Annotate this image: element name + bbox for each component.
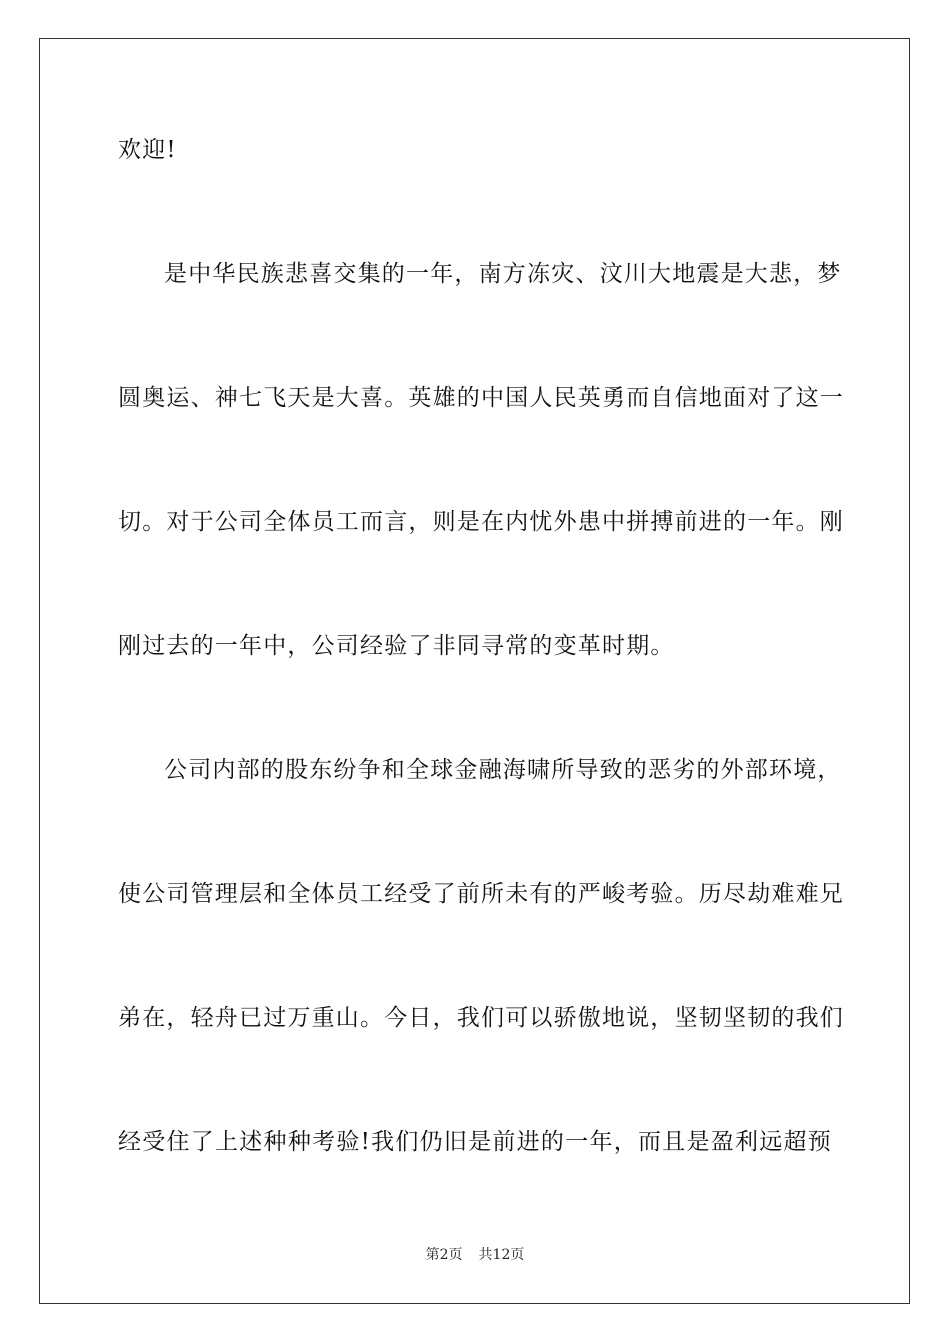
text-line-9: 经受住了上述种种考验!我们仍旧是前进的一年，而且是盈利远超预 [118, 1129, 832, 1155]
text-line-4: 切。对于公司全体员工而言，则是在内忧外患中拼搏前进的一年。刚 [118, 509, 844, 535]
text-line-8: 弟在，轻舟已过万重山。今日，我们可以骄傲地说，坚韧坚韧的我们 [118, 1005, 844, 1031]
page-total: 共12页 [478, 1247, 525, 1263]
page-footer [0, 1246, 950, 1264]
text-line-7: 使公司管理层和全体员工经受了前所未有的严峻考验。历尽劫难难兄 [118, 881, 844, 907]
page-border [39, 38, 910, 1304]
text-line-1: 欢迎! [118, 137, 177, 163]
text-line-5: 刚过去的一年中，公司经验了非同寻常的变革时期。 [118, 633, 675, 659]
text-line-2: 是中华民族悲喜交集的一年，南方冻灾、汶川大地震是大悲，梦 [164, 261, 842, 287]
text-line-3: 圆奥运、神七飞天是大喜。英雄的中国人民英勇而自信地面对了这一 [118, 385, 844, 411]
text-line-6: 公司内部的股东纷争和全球金融海啸所导致的恶劣的外部环境， [164, 757, 842, 783]
page-number: 第2页 [425, 1247, 463, 1263]
